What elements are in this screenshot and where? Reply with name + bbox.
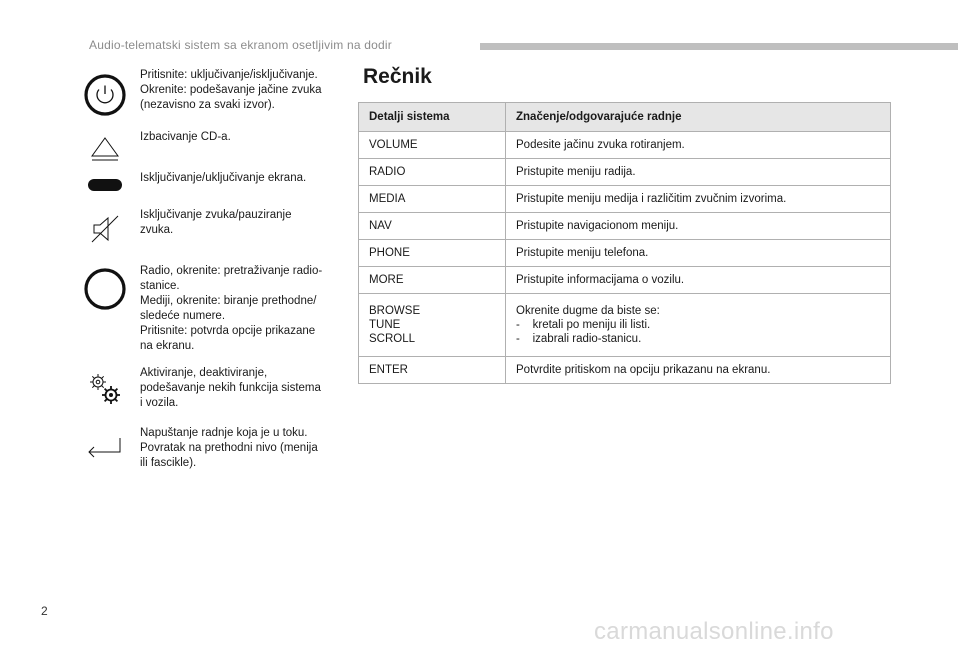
table-header-row xyxy=(359,103,891,132)
text-line: Pristupite navigacionom meniju. xyxy=(516,220,679,232)
term-cell xyxy=(359,132,506,159)
text-line: - izabrali radio-stanicu. xyxy=(516,333,642,345)
meaning-cell xyxy=(506,240,891,267)
text-line: Okrenite: podešavanje jačine zvuka xyxy=(140,84,322,96)
settings-gears-icon xyxy=(80,364,130,414)
meaning-cell xyxy=(506,132,891,159)
term-cell xyxy=(359,294,506,357)
table-row xyxy=(359,240,891,267)
table-row xyxy=(359,357,891,384)
text-line: TUNE xyxy=(369,319,401,331)
table-row xyxy=(359,294,891,357)
meaning-cell xyxy=(506,294,891,357)
text-line: Mediji, okrenite: biranje prethodne/ xyxy=(140,295,317,307)
text-line: PHONE xyxy=(369,247,410,259)
text-line: Pritisnite: uključivanje/isključivanje. xyxy=(140,69,318,81)
term-cell xyxy=(359,240,506,267)
text-line: Pritisnite: potvrda opcije prikazane xyxy=(140,325,316,337)
table-row xyxy=(359,186,891,213)
term-cell xyxy=(359,213,506,240)
text-line: NAV xyxy=(369,220,392,232)
term-cell xyxy=(359,357,506,384)
column-header: Značenje/odgovarajuće radnje xyxy=(506,103,891,132)
meaning-cell xyxy=(506,357,891,384)
text-line: Radio, okrenite: pretraživanje radio- xyxy=(140,265,323,277)
text-line: Napuštanje radnje koja je u toku. xyxy=(140,427,308,439)
control-description xyxy=(140,264,340,354)
term-cell xyxy=(359,186,506,213)
text-line: ENTER xyxy=(369,364,408,376)
text-line: (nezavisno za svaki izvor). xyxy=(140,99,275,111)
text-line: Potvrdite pritiskom na opciju prikazanu na ekranu. xyxy=(516,364,771,376)
text-line: Isključivanje zvuka/pauziranje xyxy=(140,209,292,221)
text-line: Aktiviranje, deaktiviranje, xyxy=(140,367,268,379)
column-header: Detalji sistema xyxy=(359,103,506,132)
meaning-cell xyxy=(506,186,891,213)
text-line: Pristupite meniju telefona. xyxy=(516,247,649,259)
back-arrow-icon xyxy=(80,420,130,470)
screen-button-icon xyxy=(80,160,130,210)
glossary-title: Rečnik xyxy=(363,65,432,88)
text-line: zvuka. xyxy=(140,224,174,236)
text-line: Podesite jačinu zvuka rotiranjem. xyxy=(516,139,685,151)
control-description xyxy=(140,171,340,186)
control-description xyxy=(140,208,340,238)
text-line: Izbacivanje CD-a. xyxy=(140,131,231,143)
text-line: Povratak na prethodni nivo (menija xyxy=(140,442,318,454)
rotary-knob-icon xyxy=(80,264,130,314)
text-line: Isključivanje/uključivanje ekrana. xyxy=(140,172,307,184)
table-row xyxy=(359,132,891,159)
text-line: sledeće numere. xyxy=(140,310,226,322)
header-bar xyxy=(480,43,958,50)
control-description xyxy=(140,130,340,145)
control-description xyxy=(140,68,340,113)
text-line: na ekranu. xyxy=(140,340,195,352)
text-line: Okrenite dugme da biste se: xyxy=(516,305,660,317)
power-knob-icon xyxy=(80,70,130,120)
mute-icon xyxy=(80,204,130,254)
text-line: Pristupite meniju medija i različitim zvučnim izvorima. xyxy=(516,193,787,205)
text-line: - kretali po meniju ili listi. xyxy=(516,319,651,331)
table-row xyxy=(359,213,891,240)
glossary-table xyxy=(358,102,891,384)
page-number: 2 xyxy=(41,604,48,618)
text-line: VOLUME xyxy=(369,139,418,151)
text-line: i vozila. xyxy=(140,397,179,409)
text-line: SCROLL xyxy=(369,333,416,345)
meaning-cell xyxy=(506,213,891,240)
term-cell xyxy=(359,159,506,186)
text-line: BROWSE xyxy=(369,305,421,317)
watermark: carmanualsonline.info xyxy=(594,618,834,645)
text-line: ili fascikle). xyxy=(140,457,197,469)
text-line: Pristupite informacijama o vozilu. xyxy=(516,274,685,286)
text-line: Pristupite meniju radija. xyxy=(516,166,636,178)
text-line: RADIO xyxy=(369,166,406,178)
table-row xyxy=(359,267,891,294)
control-description xyxy=(140,426,340,471)
control-description xyxy=(140,366,340,411)
term-cell xyxy=(359,267,506,294)
meaning-cell xyxy=(506,267,891,294)
text-line: podešavanje nekih funkcija sistema xyxy=(140,382,321,394)
running-header: Audio-telematski sistem sa ekranom osetljivim na dodir xyxy=(89,38,392,52)
table-row xyxy=(359,159,891,186)
text-line: stanice. xyxy=(140,280,180,292)
meaning-cell xyxy=(506,159,891,186)
text-line: MEDIA xyxy=(369,193,406,205)
text-line: MORE xyxy=(369,274,404,286)
